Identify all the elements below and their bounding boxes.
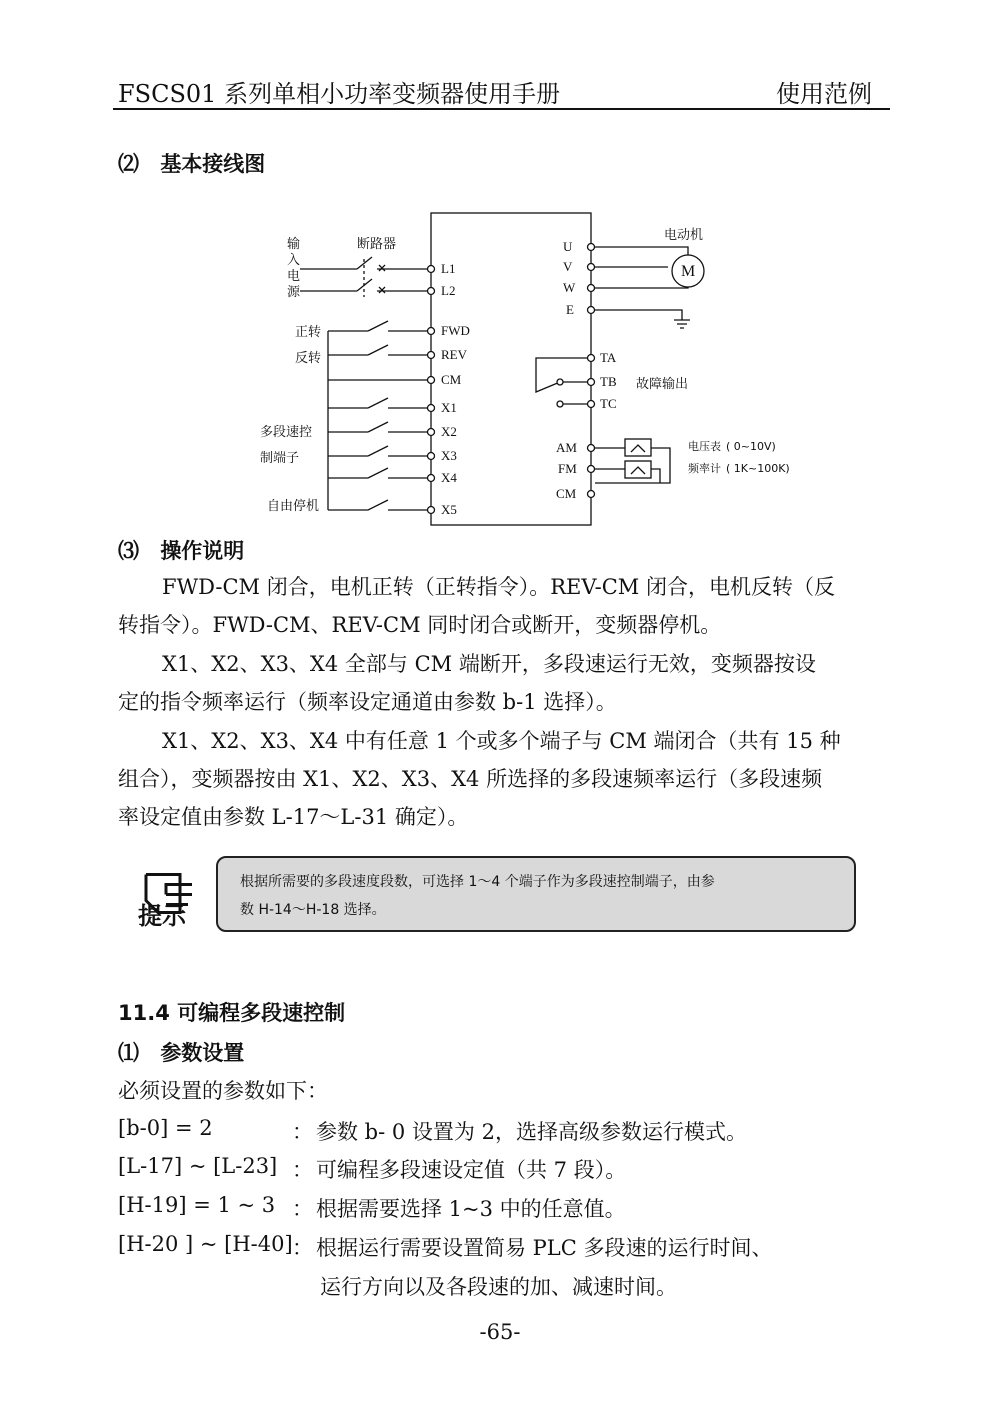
section-3-heading [118, 535, 244, 565]
tip-text [240, 868, 840, 924]
freqmeter-label: 频率计 [688, 462, 721, 475]
terminal-fwd: FWD [441, 323, 470, 338]
terminal-am: AM [556, 440, 577, 455]
fwd-label: 正转 [295, 325, 322, 340]
param-key: [L-17] ~ [L-23] [118, 1154, 278, 1178]
param-colon: ： [292, 1120, 313, 1144]
param-desc: 参数 b- 0 设置为 2，选择高级参数运行模式。 [316, 1120, 747, 1144]
section-3-title: 操作说明 [160, 539, 245, 563]
param-key: [b-0] = 2 [118, 1116, 213, 1140]
free-stop-label: 自由停机 [267, 499, 320, 514]
paragraph-1 [118, 568, 890, 644]
terminal-ta: TA [600, 350, 617, 365]
param-colon: ： [292, 1197, 313, 1221]
terminal-x2: X2 [441, 424, 457, 439]
paragraph-3 [118, 722, 890, 836]
fault-output-label: 故障输出 [636, 377, 689, 392]
terminal-rev: REV [441, 347, 467, 362]
paragraph-2-line-1: X1、X2、X3、X4 全部与 CM 端断开，多段速运行无效，变频器按设 [162, 652, 816, 676]
header-rule [113, 108, 890, 110]
terminal-cm-right: CM [556, 486, 577, 501]
terminal-e: E [566, 302, 574, 317]
terminal-fm: FM [558, 461, 577, 476]
terminal-x1: X1 [441, 400, 457, 415]
param-desc: 可编程多段速设定值（共 7 段）。 [316, 1158, 627, 1182]
freqmeter-range: ( 1K~100K) [726, 462, 790, 475]
tip-line-2: 数 H-14～H-18 选择。 [240, 902, 386, 918]
section-3-number: ⑶ [118, 539, 139, 563]
input-label-4: 源 [287, 285, 301, 300]
header-section: 使用范例 [776, 80, 872, 108]
param-key: [H-20 ] ~ [H-40] [118, 1232, 293, 1256]
breaker-label: 断路器 [357, 237, 397, 252]
paragraph-1-line-1: FWD-CM 闭合，电机正转（正转指令）。REV-CM 闭合，电机反转（反 [162, 575, 835, 599]
param-colon: ： [292, 1158, 313, 1182]
section-2-number: ⑵ [118, 152, 139, 176]
terminal-l2: L2 [441, 283, 456, 298]
terminal-x4: X4 [441, 470, 457, 485]
param-desc: 根据需要选择 1~3 中的任意值。 [316, 1197, 626, 1221]
param-colon: ： [292, 1236, 313, 1260]
voltmeter-range: ( 0~10V) [726, 440, 776, 453]
param-desc: 根据运行需要设置简易 PLC 多段速的运行时间、 [316, 1236, 773, 1260]
motor-symbol: M [681, 263, 696, 280]
rev-label: 反转 [295, 351, 322, 366]
motor-label: 电动机 [664, 228, 704, 243]
voltmeter-label: 电压表 [688, 440, 721, 453]
section-1-heading [118, 1037, 244, 1067]
tip-label: 提示 [138, 902, 186, 930]
input-label-2: 入 [287, 253, 301, 268]
terminal-u: U [563, 239, 573, 254]
params-intro: 必须设置的参数如下： [118, 1079, 328, 1103]
terminal-l1: L1 [441, 261, 456, 276]
section-1-title: 参数设置 [160, 1041, 245, 1065]
terminal-v: V [563, 259, 573, 274]
terminal-x3: X3 [441, 448, 457, 463]
paragraph-1-line-2: 转指令）。FWD-CM、REV-CM 同时闭合或断开，变频器停机。 [118, 613, 722, 637]
wiring-diagram [250, 205, 810, 535]
multi-speed-label-2: 制端子 [260, 451, 300, 466]
terminal-cm-left: CM [441, 372, 462, 387]
page-number: -65- [479, 1320, 521, 1344]
paragraph-2-line-2: 定的指令频率运行（频率设定通道由参数 b-1 选择）。 [118, 690, 617, 714]
paragraph-3-line-3: 率设定值由参数 L-17～L-31 确定）。 [118, 805, 469, 829]
terminal-tc: TC [600, 396, 617, 411]
paragraph-3-line-1: X1、X2、X3、X4 中有任意 1 个或多个端子与 CM 端闭合（共有 15 种 [162, 729, 841, 753]
tip-line-1: 根据所需要的多段速度段数，可选择 1～4 个端子作为多段速控制端子，由参 [240, 874, 715, 890]
terminal-x5: X5 [441, 502, 457, 517]
input-label-3: 电 [287, 269, 301, 284]
section-1-number: ⑴ [118, 1041, 139, 1065]
multi-speed-label-1: 多段速控 [260, 425, 313, 440]
input-label-1: 输 [287, 237, 301, 252]
header-title: FSCS01 系列单相小功率变频器使用手册 [118, 80, 561, 108]
paragraph-3-line-2: 组合），变频器按由 X1、X2、X3、X4 所选择的多段速频率运行（多段速频 [118, 767, 823, 791]
section-11-4-title: 11.4 可编程多段速控制 [118, 1001, 346, 1025]
terminal-w: W [563, 280, 576, 295]
terminal-tb: TB [600, 374, 617, 389]
paragraph-2 [118, 645, 890, 721]
param-desc-continuation: 运行方向以及各段速的加、减速时间。 [320, 1275, 677, 1299]
section-2-title: 基本接线图 [160, 152, 266, 176]
section-2-heading [118, 148, 265, 178]
param-key: [H-19] = 1 ~ 3 [118, 1193, 276, 1217]
